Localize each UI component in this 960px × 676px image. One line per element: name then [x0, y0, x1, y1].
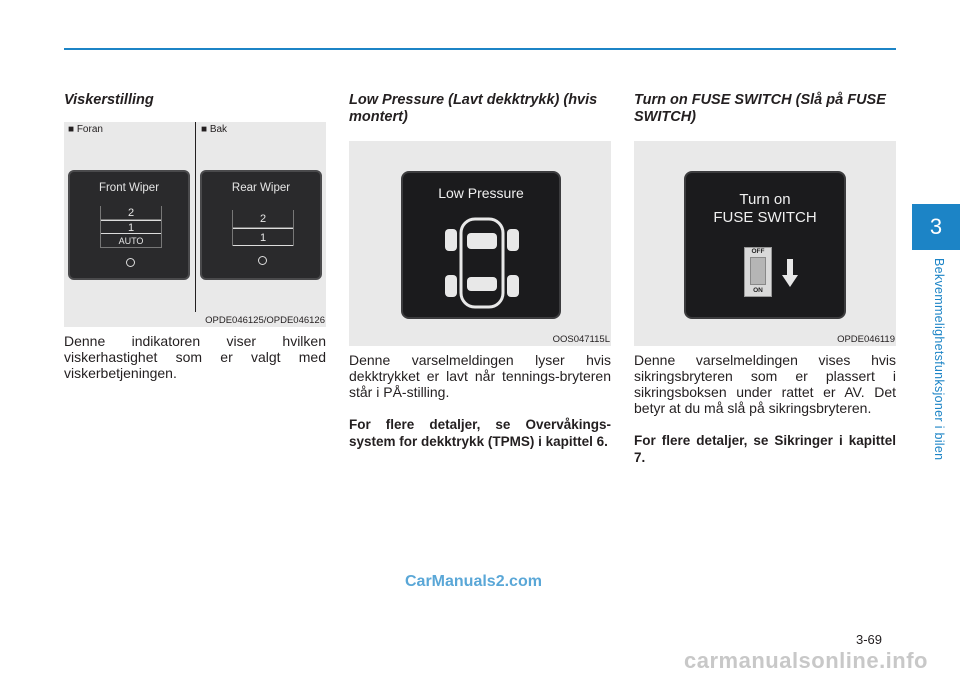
section-wiper-position — [64, 92, 326, 381]
rear-level-2: 2 — [233, 210, 293, 228]
fuse-switch-icon — [744, 247, 772, 297]
wiper-figure — [64, 122, 326, 327]
section-note: For flere detaljer, se Sikringer i kapittel 7. — [634, 433, 896, 465]
fuse-switch-display — [684, 171, 846, 319]
watermark-carmanuals2[interactable]: CarManuals2.com — [405, 573, 542, 590]
section-body: Denne varselmeldingen vises hvis sikringsbryteren som er plassert i sikringsboksen under rattet er AV. Det betyr at du må slå på sikringsbryteren. — [634, 352, 896, 416]
front-wiper-title: Front Wiper — [98, 182, 160, 194]
switch-off-label: OFF — [751, 248, 765, 255]
display-line-1: Turn on — [739, 191, 791, 208]
rear-level-1: 1 — [233, 228, 293, 246]
rear-off-circle-icon — [258, 256, 267, 265]
front-level-auto: AUTO — [101, 234, 161, 248]
section-body: Denne indikatoren viser hvilken viskerhastighet som er valgt med viskerbetjeningen. — [64, 333, 326, 381]
chapter-title: Bekvemmelighetsfunksjoner i bilen — [932, 258, 946, 461]
figure-divider — [195, 122, 196, 312]
section-heading: Viskerstilling — [64, 92, 154, 108]
front-wiper-display — [68, 170, 190, 280]
rear-label: ■ Bak — [201, 124, 228, 135]
figure-code: OOS047115L — [552, 334, 610, 345]
switch-on-label: ON — [753, 287, 763, 294]
front-label: ■ Foran — [68, 124, 103, 135]
section-heading: Low Pressure (Lavt dekktrykk) (hvis montert) — [349, 92, 598, 125]
section-fuse-switch — [634, 92, 896, 466]
display-title: Low Pressure — [438, 185, 524, 201]
section-low-pressure — [349, 92, 611, 450]
front-off-circle-icon — [126, 258, 135, 267]
rear-wiper-display — [200, 170, 322, 280]
chapter-number-tab: 3 — [912, 204, 960, 250]
front-level-2: 2 — [101, 206, 161, 220]
section-heading: Turn on FUSE SWITCH (Slå på FUSE SWITCH) — [634, 92, 886, 125]
page-number: 3-69 — [856, 632, 883, 647]
display-line-2: FUSE SWITCH — [713, 209, 817, 226]
section-body: Denne varselmeldingen lyser hvis dekktrykket er lavt når tennings-bryteren står i PÅ-stilling. — [349, 352, 611, 400]
front-level-1: 1 — [101, 220, 161, 234]
front-wiper-scale — [100, 206, 162, 248]
section-note: For flere detaljer, se Overvåkings-system for dekktrykk (TPMS) i kapittel 6. — [349, 417, 611, 449]
low-pressure-display — [401, 171, 561, 319]
header-rule — [64, 48, 896, 50]
watermark-carmanualsonline: carmanualsonline.info — [684, 648, 928, 673]
low-pressure-figure — [349, 141, 611, 346]
fuse-switch-figure — [634, 141, 896, 346]
rear-wiper-scale — [232, 210, 294, 246]
switch-lever — [750, 257, 766, 285]
arrow-down-icon — [782, 259, 798, 289]
figure-code: OPDE046125/OPDE046126 — [205, 315, 325, 326]
car-tire-icon — [443, 213, 521, 313]
figure-code: OPDE046119 — [837, 334, 895, 345]
rear-wiper-title: Rear Wiper — [231, 182, 291, 194]
